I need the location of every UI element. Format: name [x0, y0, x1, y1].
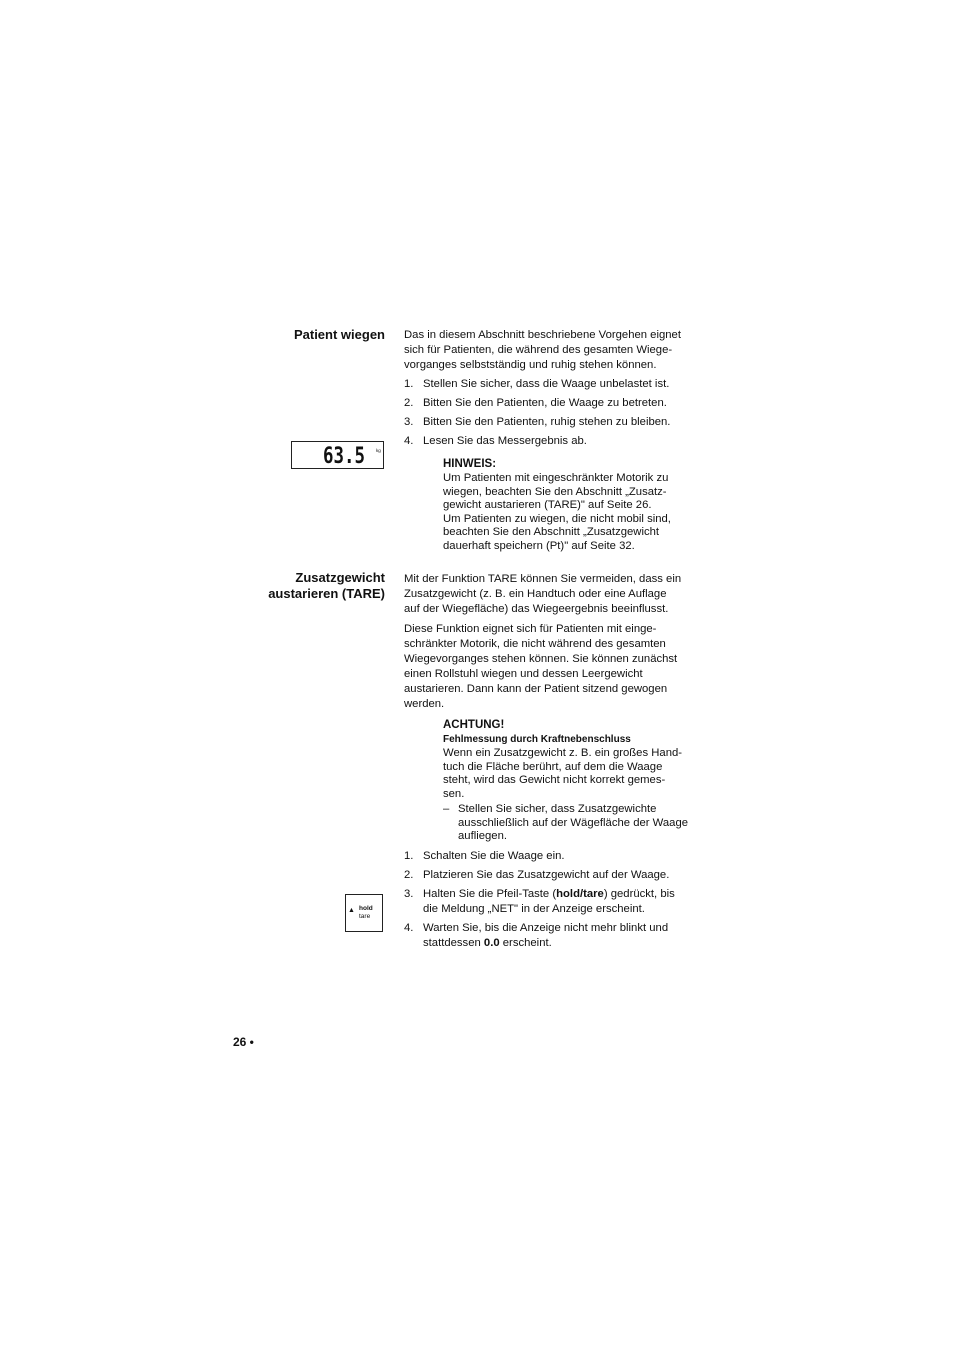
step-text-part: erscheint. — [499, 937, 552, 949]
key-name-bold: hold/tare — [556, 888, 604, 900]
para-line: Diese Funktion eignet sich für Patienten mit einge- — [404, 623, 657, 635]
step-text: Platzieren Sie das Zusatzgewicht auf der Waage. — [423, 869, 670, 881]
warning-subtitle: Fehlmessung durch Kraftnebenschluss — [443, 734, 631, 745]
step-number: 3. — [404, 888, 414, 900]
step-text-part: Warten Sie, bis die Anzeige nicht mehr blinkt und — [423, 922, 669, 934]
warning-line: steht, wird das Gewicht nicht korrekt gemes- — [443, 774, 666, 786]
heading-line: Zusatzgewicht — [295, 570, 385, 585]
display-unit: kg — [376, 448, 381, 453]
section1-intro — [404, 328, 704, 373]
step-text-part: ) gedrückt, bis — [603, 888, 675, 900]
heading-line: austarieren (TARE) — [268, 586, 385, 601]
step-text — [423, 921, 698, 951]
hint-line: beachten Sie den Abschnitt „Zusatzgewicht — [443, 526, 660, 538]
hint-line: Um Patienten mit eingeschränkter Motorik zu — [443, 472, 669, 484]
para-line: Zusatzgewicht (z. B. ein Handtuch oder eine Auflage — [404, 588, 667, 600]
hint-line: Um Patienten zu wiegen, die nicht mobil sind, — [443, 512, 671, 525]
dash-line: ausschließlich auf der Wägefläche der Waage — [458, 816, 689, 829]
para-line: schränkter Motorik, die nicht während des gesamten — [404, 638, 666, 650]
para-line: werden. — [404, 698, 445, 710]
key-label-tare: tare — [359, 913, 371, 920]
hint-line: gewicht austarieren (TARE)" auf Seite 26. — [443, 499, 652, 511]
step-number: 1. — [404, 850, 414, 862]
para-line: Wiegevorganges stehen können. Sie können zunächst — [404, 653, 678, 665]
step-text-part: stattdessen — [423, 937, 484, 949]
warning-note — [443, 718, 703, 801]
warning-line: Wenn ein Zusatzgewicht z. B. ein großes Hand- — [443, 747, 683, 759]
seven-segment-digits — [292, 442, 383, 468]
dash-bullet: – — [443, 803, 450, 815]
step-text: Schalten Sie die Waage ein. — [423, 850, 565, 862]
hint-note — [443, 457, 703, 553]
step-number: 2. — [404, 869, 414, 881]
step-text-part: Halten Sie die Pfeil-Taste ( — [423, 888, 557, 900]
warning-line: tuch die Fläche berührt, auf dem die Waage — [443, 760, 663, 773]
section-heading-patient-wiegen: Patient wiegen — [293, 327, 385, 342]
section2-para2 — [404, 622, 704, 712]
step-text — [423, 887, 698, 917]
warning-line: sen. — [443, 787, 465, 800]
para-line: austarieren. Dann kann der Patient sitzend gewogen — [404, 683, 668, 695]
step-number: 4. — [404, 922, 414, 934]
dash-line: aufliegen. — [458, 830, 507, 842]
key-label-hold: hold — [359, 905, 373, 912]
para-line: auf der Wiegefläche) das Wiegeergebnis beeinflusst. — [404, 603, 669, 615]
step-text: Lesen Sie das Messergebnis ab. — [423, 435, 587, 447]
hint-line: dauerhaft speichern (Pt)" auf Seite 32. — [443, 539, 635, 552]
intro-line: Das in diesem Abschnitt beschriebene Vorgehen eignet — [404, 329, 681, 341]
value-bold: 0.0 — [483, 937, 500, 949]
step-number: 2. — [404, 397, 414, 409]
page-number: 26 • — [233, 1035, 254, 1049]
hold-tare-key — [345, 894, 383, 932]
para-line: Mit der Funktion TARE können Sie vermeiden, dass ein — [404, 573, 682, 585]
step-text: Bitten Sie den Patienten, ruhig stehen zu bleiben. — [423, 416, 671, 428]
dash-line: Stellen Sie sicher, dass Zusatzgewichte — [458, 803, 657, 815]
dash-text — [458, 803, 698, 844]
step-number: 1. — [404, 378, 414, 390]
intro-line: vorganges selbstständig und ruhig stehen können. — [404, 359, 657, 371]
warning-label: ACHTUNG! — [443, 719, 505, 731]
hint-label: HINWEIS: — [443, 458, 497, 470]
display-value: 63.5 — [323, 444, 365, 468]
para-line: einen Rollstuhl wiegen und dessen Leergewicht — [404, 668, 643, 680]
intro-line: sich für Patienten, die während des gesamten Wiege- — [404, 344, 673, 356]
step-number: 4. — [404, 435, 414, 447]
section-heading-tare — [230, 570, 385, 602]
step-text-part: die Meldung „NET" in der Anzeige erscheint. — [423, 903, 645, 915]
step-number: 3. — [404, 416, 414, 428]
arrow-up-icon: ▲ — [348, 907, 355, 914]
step-text: Bitten Sie den Patienten, die Waage zu betreten. — [423, 397, 667, 409]
scale-display — [291, 441, 384, 469]
hint-line: wiegen, beachten Sie den Abschnitt „Zusatz- — [443, 485, 667, 498]
section2-para1 — [404, 572, 704, 617]
step-text: Stellen Sie sicher, dass die Waage unbelastet ist. — [423, 378, 670, 390]
